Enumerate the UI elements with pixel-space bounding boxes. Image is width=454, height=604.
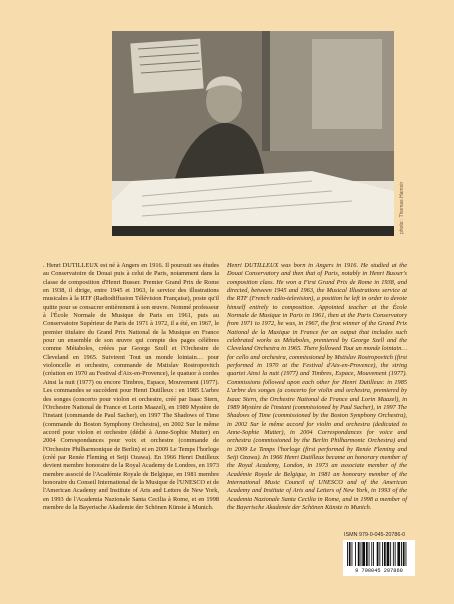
biography-french: [43, 262, 219, 511]
barcode-bar: [387, 542, 390, 566]
biography-english: [227, 262, 407, 511]
barcode-bar: [379, 542, 380, 566]
ismn-label: ISMN 979-0-045-20786-0: [344, 532, 406, 538]
barcode-bar: [371, 542, 372, 566]
barcode-bar: [382, 542, 383, 566]
barcode-bar: [395, 542, 396, 566]
barcode-bar: [397, 542, 400, 566]
barcode-bar: [384, 542, 386, 566]
composer-photo: [112, 31, 394, 236]
biography-french-text: . Henri DUTILLEUX est né à Angers en 1916. Il poursuit ses études au Conservatoire de Douai puis à celui de Paris, notamment dans la classe de composition d'Henri Busser. Premier Grand Prix de Rome en 1938, il dirige, entre 1945 et 1963, le service des illustrations musicales à la RTF (Radiodiffusion Télévision Française), poste qu'il quitte pour se consacrer entièrement à son œuvre. Nommé professeur à l'École Normale de Musique de Paris en 1961, puis au Conservatoire Supérieur de Paris de 1971 à 1972, il a été, en 1967, le premier titulaire du Grand Prix National de la Musique en France pour un ensemble de son œuvre qui compte des pages célèbres comme Métaboles, créées par George Szell et l'Orchestre de Cleveland en 1965. Suivirent Tout un monde lointain… pour violoncelle et orchestre, commande de Mstislav Rostropovitch (création en 1970 au Festival d'Aix-en-Provence), le quatuor à cordes Ainsi la nuit (1977) ou encore Timbres, Espace, Mouvement (1977). Les commandes se succèdent pour Henri Dutilleux : en 1985 L'arbre des songes (concerto pour violon et orchestre, créé par Isaac Stern, l'Orchestre National de France et Lorin Maazel), en 1989 Mystère de l'instant (commande de Paul Sacher), en 1997 The Shadows of Time (commande du Boston Symphony Orchestra), en 2002 Sur le même accord pour violon et orchestre (dédié à Anne-Sophie Mutter) en 2004 Correspondances pour voix et orchestre (commande de l'Orchestre Philharmonique de Berlin) et en 2009 Le Temps l'horloge (créé par Renée Fleming et Seiji Ozawa). En 1966 Henri Dutilleux devient membre honoraire de la Royal Academy de Londres, en 1973 membre associé de l'Académie Royale de Belgique, en 1981 membre honoraire du Conseil International de la Musique de l'UNESCO et de l'American Academy and Institute of Arts and Letters de New York, en 1993 de l'Academia Nazionale Santa Cecilia à Rome, et en 1998 membre de la Bayerische Akademie der Schönen Künste à Munich.: [43, 262, 219, 511]
composer-photo-illustration: [112, 31, 394, 236]
barcode-bar: [349, 542, 351, 566]
barcode-bar: [347, 542, 348, 566]
barcode-bar: [369, 542, 370, 566]
barcode-bar: [358, 542, 360, 566]
barcode-bar: [361, 542, 362, 566]
barcode-bar: [355, 542, 356, 566]
barcode-bar: [373, 542, 374, 566]
barcode-bar: [390, 542, 391, 566]
barcode-bar: [393, 542, 394, 566]
barcode-bar: [401, 542, 402, 566]
barcode-bar: [377, 542, 379, 566]
barcode-bars: [343, 540, 415, 568]
barcode-bar: [362, 542, 365, 566]
barcode-digits: 9 790045 207860: [343, 568, 415, 576]
photo-credit: photo : Thomas Hamoir: [399, 181, 405, 234]
barcode-bar: [406, 542, 407, 566]
barcode-bar: [403, 542, 405, 566]
barcode-bar: [366, 542, 368, 566]
barcode-bar: [352, 542, 353, 566]
biography-english-text: Henri DUTILLEUX was born in Angers in 1916. He studied at the Douai Conservatory and then that of Paris, notably in Henri Busser's composition class. He won a First Grand Prix de Rome in 1938, and directed, between 1945 and 1963, the Musical Illustrations service at the RTF (French radio-television), a position he left in order to devote himself entirely to composition. Appointed teacher at the École Normale de Musique in Paris in 1961, then at the Paris Conservatory from 1971 to 1972, he was, in 1967, the first winner of the Grand Prix National de la Musique in France for an output that includes such celebrated works as Métaboles, premiered by George Szell and the Cleveland Orchestra in 1965. There followed Tout un monde lointain… for cello and orchestra, commissioned by Mstislav Rostropovitch (first performed in 1970 at the Festival d'Aix-en-Provence), the string quartet Ainsi la nuit (1977) and Timbres, Espace, Mouvement (1977). Commissions followed upon each other for Henri Dutilleux: in 1985 L'arbre des songes (a concerto for violin and orchestra, premiered by Isaac Stern, the Orchestre National de France and Lorin Maazel), in 1989 Mystère de l'instant (commissioned by Paul Sacher), in 1997 The Shadows of Time (commissioned by the Boston Symphony Orchestra), in 2002 Sur le même accord for violin and orchestra (dedicated to Anne-Sophie Mutter), in 2004 Correspondances for voice and orchestra (commissioned by the Berlin Philharmonic Orchestra) and in 2009 Le Temps l'horloge (first performed by Renée Fleming and Seiji Ozawa). In 1966 Henri Dutilleux became an honorary member of the Royal Academy, London, in 1973 an associate member of the Académie Royale de Belgique, in 1981 an honorary member of the International Music Council of UNESCO and of the American Academy and Institute of Arts and Letters of New York, in 1993 of the Academia Nazionale Santa Cecilia in Rome, and in 1998 a member of the Bayerische Akademie der Schönen Künste in Munich.: [227, 262, 407, 511]
